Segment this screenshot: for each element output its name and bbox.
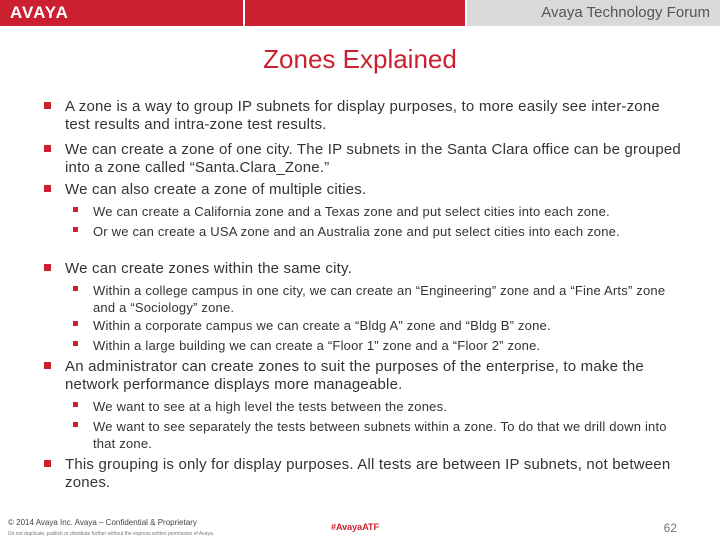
sub-bullet-marker [73,321,78,326]
sub-bullet-marker [73,227,78,232]
sub-bullet-item: Or we can create a USA zone and an Australia zone and put select cities into each zone. [93,224,620,239]
bullet-item: We can create a zone of one city. The IP subnets in the Santa Clara office can be grouped into a zone called “Santa.Clara_Zone.” [65,141,681,176]
header-red-bar [245,0,465,26]
bullet-marker [44,264,51,271]
header-bar [0,0,720,28]
avaya-logo: AVAYA [10,3,69,22]
logo-bar [0,0,243,26]
footer-hashtag: #AvayaATF [331,522,380,532]
sub-bullet-marker [73,402,78,407]
sub-bullet-marker [73,286,78,291]
sub-bullet-item: We can create a California zone and a Texas zone and put select cities into each zone. [93,204,610,219]
bullet-marker [44,185,51,192]
sub-bullet-marker [73,341,78,346]
sub-bullet-marker [73,207,78,212]
sub-bullet-item: Within a corporate campus we can create a “Bldg A” zone and “Bldg B” zone. [93,318,551,333]
sub-bullet-item: Within a large building we can create a “Floor 1” zone and a “Floor 2” zone. [93,338,541,353]
bullet-item: We can also create a zone of multiple cities. [65,181,367,198]
sub-bullet-item: Within a college campus in one city, we can create an “Engineering” zone and a “Fine Arts” zone and a “Sociology” zone. [93,283,666,315]
bullet-item: This grouping is only for display purposes. All tests are between IP subnets, not between zones. [65,456,671,491]
bullet-marker [44,102,51,109]
bullet-item: An administrator can create zones to suit the purposes of the enterprise, to make the network performance displays more manageable. [65,358,644,393]
footer-notice: Do not duplicate, publish or distribute further without the express written permission of Avaya. [8,531,215,537]
bullet-marker [44,145,51,152]
bullet-item: A zone is a way to group IP subnets for display purposes, to more easily see inter-zone test results and intra-zone test results. [65,98,660,133]
forum-title: Avaya Technology Forum [541,4,710,21]
footer-copyright: © 2014 Avaya Inc. Avaya – Confidential & Proprietary [8,518,197,527]
bullet-marker [44,460,51,467]
page-title: Zones Explained [263,44,457,74]
sub-bullet-item: We want to see at a high level the tests between the zones. [93,399,448,414]
sub-bullet-marker [73,422,78,427]
bullet-item: We can create zones within the same city. [65,260,352,277]
forum-bar [467,0,720,26]
page-number: 62 [663,521,677,535]
bullet-marker [44,362,51,369]
sub-bullet-item: We want to see separately the tests between subnets within a zone. To do that we drill down into that zone. [93,419,667,451]
